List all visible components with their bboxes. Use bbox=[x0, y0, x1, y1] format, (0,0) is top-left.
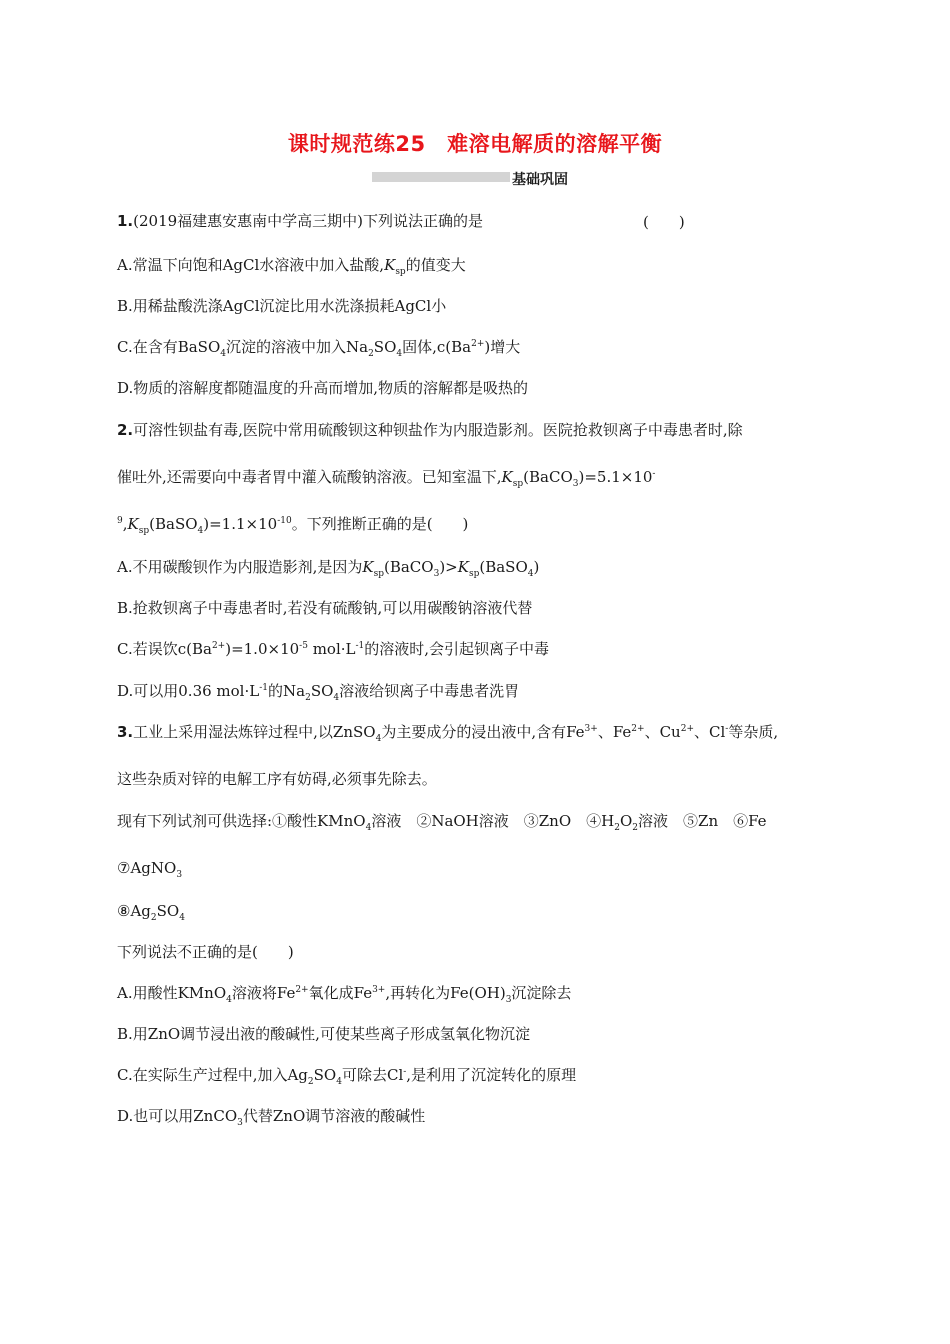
q2-option-c: C.若误饮$c(Ba^{2+})=1.0\times 10^{-5}$ $mol\cdot L^{-1}$的溶液时,会引起钡离子中毒 bbox=[117, 640, 550, 658]
question-text: (2019福建惠安惠南中学高三期中)下列说法正确的是 bbox=[133, 212, 484, 230]
q3-option-a: A.用酸性KMnO$_4$溶液将$Fe^{2+}$氧化成$Fe^{3+}$,再转化为$Fe(OH)_3$沉淀除去 bbox=[117, 984, 572, 1005]
question-2-stem bbox=[117, 420, 743, 440]
section-bar bbox=[372, 172, 510, 182]
q1-option-a: A.常温下向饱和AgCl水溶液中加入盐酸$,K_{sp}$的值变大 bbox=[117, 256, 466, 277]
q2-option-b: B.抢救钡离子中毒患者时,若没有硫酸钠,可以用碳酸钠溶液代替 bbox=[117, 599, 533, 617]
question-1-stem bbox=[117, 211, 483, 231]
question-3-stem bbox=[117, 722, 778, 742]
answer-blank: ( ) bbox=[643, 213, 685, 231]
q3-option-d: D.也可以用ZnCO$_3$代替ZnO调节溶液的酸碱性 bbox=[117, 1107, 426, 1128]
question-text: 可溶性钡盐有毒,医院中常用硫酸钡这种钡盐作为内服造影剂。医院抢救钡离子中毒患者时,除 bbox=[133, 421, 743, 439]
q2-stem-line-3: $^9,K_{sp}(BaSO_4)=1.1\times 10^{-10}$。下列推断正确的是( ) bbox=[117, 515, 469, 536]
q3-option-b: B.用ZnO调节浸出液的酸碱性,可使某些离子形成氢氧化物沉淀 bbox=[117, 1025, 530, 1043]
q2-option-a: A.不用碳酸钡作为内服造影剂,是因为$K_{sp}(BaCO_3)>K_{sp}(BaSO_4)$ bbox=[117, 558, 540, 579]
question-number: 3. bbox=[117, 723, 134, 741]
reagent-8: $⑧Ag_2SO_4$ bbox=[117, 902, 185, 923]
q3-stem-line-2: 这些杂质对锌的电解工序有妨碍,必须事先除去。 bbox=[117, 770, 437, 788]
q3-question: 下列说法不正确的是( ) bbox=[117, 943, 294, 961]
q1-option-b: B.用稀盐酸洗涤AgCl沉淀比用水洗涤损耗AgCl小 bbox=[117, 297, 447, 315]
question-text: 工业上采用湿法炼锌过程中,以ZnSO$_4$为主要成分的浸出液中,含有$Fe^{3+}$、$Fe^{2+}$、$Cu^{2+}$、Cl-等杂质, bbox=[133, 723, 779, 744]
question-number: 2. bbox=[117, 421, 134, 439]
reagent-list: 现有下列试剂可供选择:①酸性KMnO$_4$溶液 ②NaOH溶液 ③ZnO $④H_2O_2$溶液 ⑤Zn ⑥Fe bbox=[117, 812, 767, 833]
question-number: 1. bbox=[117, 212, 134, 230]
q3-option-c: C.在实际生产过程中,加入$Ag_2SO_4$可除去Cl-,是利用了沉淀转化的原理 bbox=[117, 1066, 577, 1087]
reagent-7: ⑦AgNO$_3$ bbox=[117, 859, 183, 880]
q1-option-d: D.物质的溶解度都随温度的升高而增加,物质的溶解都是吸热的 bbox=[117, 379, 529, 397]
section-label: 基础巩固 bbox=[512, 172, 568, 188]
q2-stem-line-2: 催吐外,还需要向中毒者胃中灌入硫酸钠溶液。已知室温下$,K_{sp}(BaCO_3)=5.1\times 10^-$ bbox=[117, 468, 656, 489]
q1-option-c: C.在含有BaSO$_4$沉淀的溶液中加入$Na_2SO_4$固体$,c(Ba^{2+})$增大 bbox=[117, 338, 521, 359]
q2-option-d: D.可以用0.36 $mol\cdot L^{-1}$的$Na_2SO_4$溶液给钡离子中毒患者洗胃 bbox=[117, 682, 520, 703]
page-title: 课时规范练25 难溶电解质的溶解平衡 bbox=[287, 132, 663, 156]
